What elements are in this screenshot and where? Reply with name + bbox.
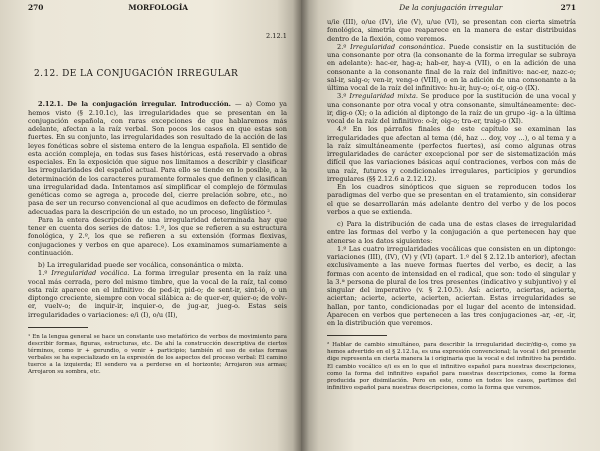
item-1-term: Irregularidad vocálica. bbox=[51, 269, 130, 278]
section-reference: 2.12.1 bbox=[266, 32, 287, 40]
footnote-rule bbox=[28, 327, 88, 328]
item-3-text: Se produce por la sustitución de una vocal y una consonante por otra vocal y otra consonante, simultáneamente: dec-ir, dig-o (X); o la adición al diptongo de la raíz de un grupo -ig- a la última vocal de la raíz del infinitivo: o-ír, oig-o; tra-er, traig-o (XI). bbox=[327, 92, 576, 125]
left-page-number: 270 bbox=[28, 3, 44, 12]
item-3-label: 3.º bbox=[337, 92, 347, 101]
item-c-label: c) bbox=[337, 220, 344, 228]
item-consonant-irregularity bbox=[327, 43, 576, 93]
book-gutter bbox=[293, 0, 309, 451]
right-page bbox=[301, 0, 600, 451]
section-number: 2.12.1. bbox=[38, 100, 64, 109]
item-vowel-irregularity bbox=[28, 269, 287, 319]
intro-paragraph bbox=[28, 100, 287, 216]
item-mixed-irregularity bbox=[327, 92, 576, 125]
synoptic-paragraph: En los cuadros sinópticos que siguen se reproducen todos los paradigmas del verbo que se presentan en el tratamiento, sin considerar el que se desarrollarán más adelante dentro del verbo y de los pocos verbos a que se extienda. bbox=[327, 183, 576, 216]
footnote-2: ² Hablar de cambio simultáneo, para describir la irregularidad decir/dig-o, como ya hemos advertido en el § 2.12.1a, es una expresión convencional; la vocal i del presente dige representa en cierta manera la i originaria que la vocal e del infinitivo ha perdido. El cambio vocálico e/i es en lo que el infinitivo español para nuestras descripciones, como la forma del infinitivo español para nuestras descripciones, como la forma producida por disimilación. Pero en este, como en todos los casos, partimos del infinitivo español para nuestras descripciones, como la forma que veremos. bbox=[327, 342, 576, 391]
item-3-term: Irregularidad mixta. bbox=[349, 92, 418, 101]
right-running-head bbox=[327, 4, 576, 18]
intro-text: — a) Como ya hemos visto (§ 2.10.1c), las irregularidades que se presentan en la conjugación española, con raras excepciones de que hablaremos más adelante, afectan a la raíz verbal. Son pocos los casos en que estas son fuertes. En su conjunto, las irregularidades son resultado de la acción de las leyes fonéticas sobre el sistema entero de la lengua española. El sentido de esta acción compleja, en todas sus fases históricas, está reservado a obras especiales. En la exposición que sigue nos limitamos a describir y clasificar las irregularidades del español actual. Para ello se tiende en lo posible, a la determinación de los caracteres puramente formales que definen y clasifican una irregularidad dada. Intentamos así simplificar el complejo de fórmulas genéticas como se agrega a, procede del, cierre prelación sobre, etc., no pasa de ser un recurso convencional al que acudimos en defecto de fórmulas adecuadas para la descripción de un estado, no un proceso, lingüístico ². bbox=[28, 100, 287, 216]
paragraph-data-series: Para la entera descripción de una irregularidad determinada hay que tener en cuenta dos series de datos: 1.º, los que se refieren a su estructura fonológica, y 2.º, los que se refieren a su extensión (formas flexivas, conjugaciones y verbos en que aparece). Los examinamos sumariamente a continuación. bbox=[28, 215, 287, 257]
item-b-text: La irregularidad puede ser vocálica, consonántica o mixta. bbox=[46, 261, 244, 269]
left-running-head bbox=[28, 4, 287, 18]
right-page-number: 271 bbox=[560, 3, 576, 12]
item-2-text: Puede consistir en la sustitución de una consonante por otra (la consonante de la forma irregular se subraya en adelante): hac-er, hag-a; hab-er, hay-a (VII), o en la adición de una consonante a la consonante final de la raíz del infinitivo: nac-er, nazc-o; sal-ir, salg-o; ven-ir, veng-o (VIII), o en la adición de una consonante a la última vocal de la raíz del infinitivo: hu-ir, huy-o; oí-r, oig-o (IX). bbox=[327, 42, 576, 92]
continuation-paragraph: u/ie (III), o/ue (IV), i/ie (V), u/ue (VI), se presentan con cierta simetría fonológica, simetría que reaparece en la manera de estar distribuidas dentro de la flexión, como veremos. bbox=[327, 18, 576, 43]
item-2-label: 2.º bbox=[337, 42, 347, 51]
footnote-rule-right bbox=[327, 335, 387, 336]
item-1-label: 1.º bbox=[38, 269, 48, 278]
item-1-text: La forma irregular presenta en la raíz una vocal más cerrada, pero del mismo timbre, que la vocal de la raíz, tal como esta raíz aparece en el infinitivo: de ped-ir, pid-o; de sent-ir, sint-ió, o un diptongo creciente, siempre con vocal silábica a: de quer-er, quier-o; de volv-er, vuelv-o; de inquir-ir, inquier-o, de jug-ar, jueg-o. Estas seis irregularidades o variaciones: e/i (I), o/u (II), bbox=[28, 269, 287, 319]
diphthong-paragraph: 1.º Las cuatro irregularidades vocálicas que consisten en un diptongo: variaciones (III), (IV), (V) y (VI) (apart. 1.º del § 2.12.1b anterior), afectan exclusivamente a las nueve formas fuertes del verbo, es decir, a las formas con acento de intensidad en el radical, que son: todo el singular y la 3.ª persona de plural de los tres presentes (indicativo y subjuntivo) y el singular del imperativo (v. § 2.10.5). Así: acierto, aciertas, acierta, aciertan; acierte, acierte, acierten, aciertan. Estas irregularidades se hallan, por tanto, condicionadas por el lugar del acento de intensidad. Aparecen en verbos que pertenecen a las tres conjugaciones -ar, -er, -ir, en la distribución que veremos. bbox=[327, 244, 576, 327]
item-b bbox=[28, 261, 287, 269]
item-2-term: Irregularidad consonántica. bbox=[350, 42, 446, 51]
item-b-label: b) bbox=[38, 261, 45, 269]
chapter-title: 2.12. DE LA CONJUGACIÓN IRREGULAR bbox=[34, 69, 239, 79]
item-4-paragraph: 4.º En los párrafos finales de este capítulo se examinan las irregularidades que afectan al tema (dé, haz ... doy, voy ...), o al tema y a la raíz simultáneamente (perfectos fuertes), así como algunas otras irregularidades de carácter excepcional por ser de sistematización más difícil que las variaciones básicas aquí contraciones, verbos con más de una raíz, futuros y condicionales irregulares, participios y gerundios irregulares (§§ 2.12.6 a 2.12.12). bbox=[327, 125, 576, 183]
section-title: De la conjugación irregular. Introducción. bbox=[67, 100, 231, 109]
left-running-title: MORFOLOGÍA bbox=[128, 3, 189, 12]
item-c-text: Para la distribución de cada una de estas clases de irregularidad entre las formas del verbo y la conjugación a que pertenecen hay que atenerse a los datos siguientes: bbox=[327, 220, 576, 245]
item-c bbox=[327, 220, 576, 245]
footnote-1: ¹ En la lengua general se hace un constante uso metafórico de verbos de movimiento para describir formas, figuras, estructuras, etc. De ahí la construcción descriptiva de ciertos términos, como ir + gerundio, o venir + participio; también el uso de estas formas verbales se ha especializado en la expresión de los aspectos del proceso verbal: El camino tuerce a la izquierda; El sendero va a perderse en el horizonte; Arrojaron sus armas; Arrojaron su sombra, etc. bbox=[28, 333, 287, 376]
right-running-title: De la conjugación irregular bbox=[399, 3, 503, 12]
